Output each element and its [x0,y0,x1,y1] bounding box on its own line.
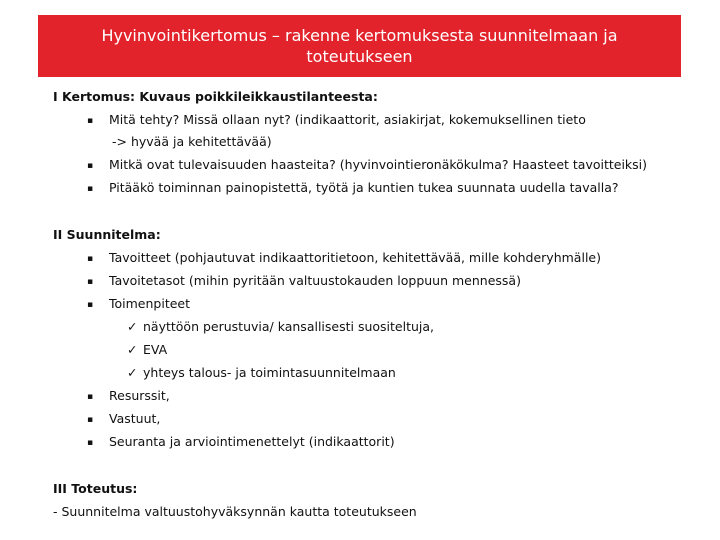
section-2-heading: II Suunnitelma: [53,227,161,242]
list-item-text: Toimenpiteet [109,296,191,311]
list-item [87,112,586,129]
list-item [87,157,647,174]
sub-list-item [127,365,396,381]
bullet-icon: ▪ [87,438,94,448]
sub-list-item-text: EVA [143,342,168,357]
list-item-text: Resurssit, [109,388,170,403]
sub-list-item-text: yhteys talous- ja toimintasuunnitelmaan [143,365,396,380]
check-icon: ✓ [127,319,138,334]
list-item-text: Vastuut, [109,411,161,426]
sub-list-item-text: näyttöön perustuvia/ kansallisesti suositeltuja, [143,319,435,334]
section-3-text: - Suunnitelma valtuustohyväksynnän kautta toteutukseen [53,504,417,519]
list-item [87,250,601,267]
bullet-icon: ▪ [87,254,94,264]
list-item [87,296,190,313]
list-item [87,273,521,290]
title-line-2: toteutukseen [306,47,413,66]
list-item-text: Mitä tehty? Missä ollaan nyt? (indikaattorit, asiakirjat, kokemuksellinen tieto [109,112,586,127]
slide-title [38,15,681,77]
list-item [87,411,160,428]
section-1-heading: I Kertomus: Kuvaus poikkileikkaustilanteesta: [53,89,378,104]
list-item-text: Pitääkö toiminnan painopistettä, työtä ja kuntien tukea suunnata uudella tavalla? [109,180,619,195]
bullet-icon: ▪ [87,161,94,171]
sub-list-item [127,342,167,358]
check-icon: ✓ [127,365,138,380]
list-item [87,180,619,197]
list-item [87,434,395,451]
bullet-icon: ▪ [87,300,94,310]
list-item [87,388,170,405]
section-3-heading: III Toteutus: [53,481,138,496]
list-item-text: Tavoitteet (pohjautuvat indikaattoritietoon, kehitettävää, mille kohderyhmälle) [109,250,601,265]
sub-list-item [127,319,434,335]
bullet-icon: ▪ [87,116,94,126]
title-line-1: Hyvinvointikertomus – rakenne kertomuksesta suunnitelmaan ja [101,26,618,45]
bullet-icon: ▪ [87,184,94,194]
list-item-text: Mitkä ovat tulevaisuuden haasteita? (hyvinvointieronäkökulma? Haasteet tavoitteiksi) [109,157,648,172]
bullet-icon: ▪ [87,392,94,402]
list-item-text: Tavoitetasot (mihin pyritään valtuustokauden loppuun mennessä) [109,273,521,288]
bullet-icon: ▪ [87,277,94,287]
list-item-text: Seuranta ja arviointimenettelyt (indikaattorit) [109,434,395,449]
check-icon: ✓ [127,342,138,357]
bullet-icon: ▪ [87,415,94,425]
list-item-continuation: -> hyvää ja kehitettävää) [112,134,272,149]
